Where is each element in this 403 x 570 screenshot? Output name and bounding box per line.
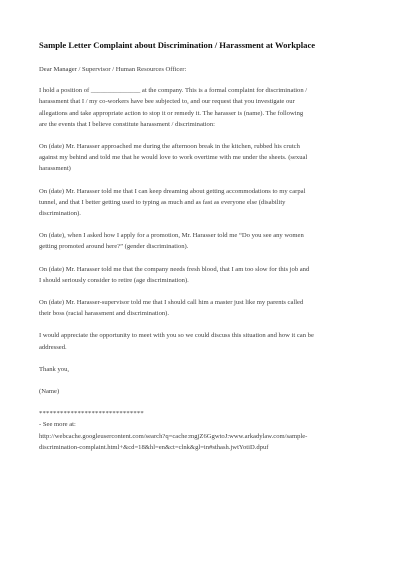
signature-text: (Name): [39, 388, 60, 396]
text-line: their boss (racial harassment and discrimination).: [39, 310, 170, 318]
paragraph-request: [39, 330, 373, 352]
text-line: On (date), when I asked how I apply for a promotion, Mr. Harasser told me “Do you see any women: [39, 232, 304, 240]
source-url-line: discrimination-complaint.html+&cd=18&hl=en&ct=clnk&gl=in#sthash.jwtYotiD.dpuf: [39, 443, 269, 451]
paragraph-intro: [39, 85, 373, 130]
see-more-label: - See more at:: [39, 421, 76, 429]
text-line: On (date) Mr. Harasser approached me during the afternoon break in the kitchen, rubbed his crutch: [39, 143, 300, 151]
source-url-line: http://webcache.googleusercontent.com/search?q=cache:mgjZ6GgwtoJ:www.arkadylaw.com/sample-: [39, 432, 308, 440]
separator-stars: [39, 408, 373, 419]
text-line: tunnel, and that I better getting used to typing as much and as fast as everyone else (disability: [39, 198, 286, 206]
text-line: I would appreciate the opportunity to meet with you so we could discuss this situation and how it can be: [39, 332, 314, 340]
salutation-text: Dear Manager / Supervisor / Human Resources Officer:: [39, 66, 187, 73]
closing-text: Thank you,: [39, 365, 70, 373]
text-line: I hold a position of _______________ at the company. This is a formal complaint for discrimination /: [39, 87, 308, 95]
text-line: On (date) Mr. Harasser told me that I can keep dreaming about getting accommodations to my carpal: [39, 187, 306, 195]
text-line: harassment that I / my co-workers have bee subjected to, and our request that you investigate our: [39, 98, 295, 106]
text-line: On (date) Mr. Harasser told me that the company needs fresh blood, that I am too slow for this job and: [39, 265, 310, 273]
text-line: getting promoted around here?” (gender discrimination).: [39, 243, 189, 251]
see-more-block: [39, 419, 373, 453]
text-line: I should seriously consider to retire (age discrimination).: [39, 276, 189, 284]
text-line: discrimination).: [39, 210, 81, 218]
text-line: against my behind and told me that he would love to work overtime with me under the sheets. (sexual: [39, 154, 308, 162]
paragraph-event-2: [39, 186, 373, 220]
stars-text: ******************************: [39, 410, 144, 418]
closing: [39, 364, 373, 375]
paragraph-event-1: [39, 141, 373, 175]
text-line: allegations and take appropriate action to stop it or remedy it. The harasser is (name). The following: [39, 109, 304, 117]
letter-title: Sample Letter Complaint about Discrimination / Harassment at Workplace: [39, 40, 316, 50]
text-line: On (date) Mr. Harasser-supervisor told me that I should call him a master just like my parents called: [39, 299, 304, 307]
paragraph-event-3: [39, 230, 373, 252]
paragraph-event-5: [39, 297, 373, 319]
paragraph-event-4: [39, 264, 373, 286]
signature: [39, 386, 373, 397]
text-line: are the events that I believe constitute harassment / discrimination:: [39, 120, 215, 128]
text-line: addressed.: [39, 343, 67, 351]
salutation: [39, 64, 373, 75]
text-line: harassment): [39, 165, 71, 173]
